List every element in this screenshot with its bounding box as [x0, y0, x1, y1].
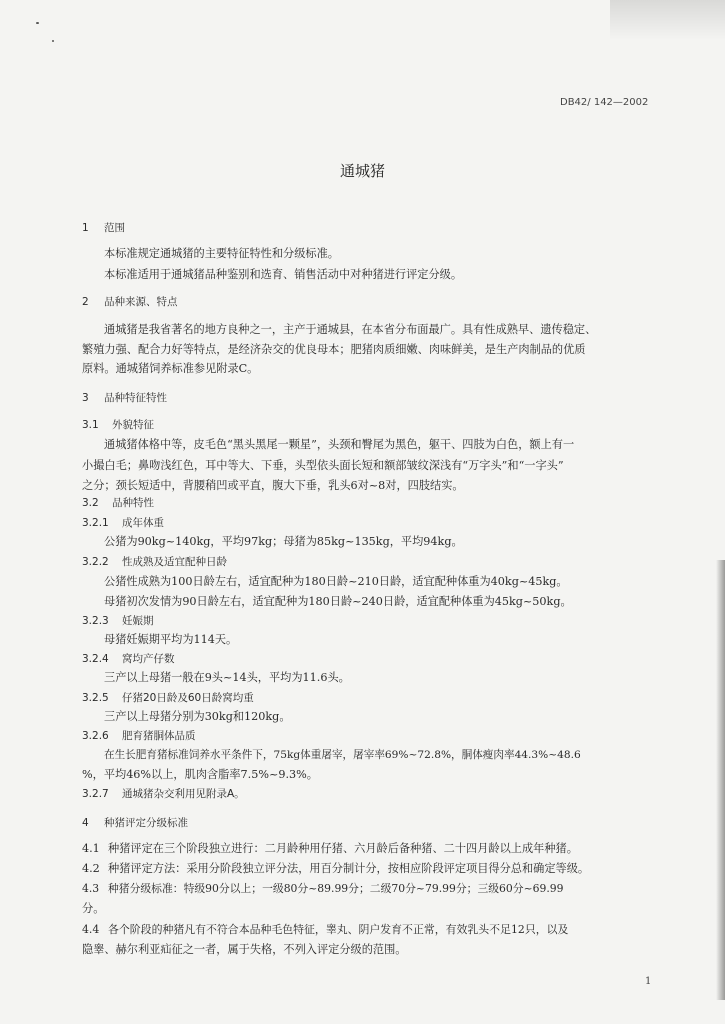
paragraph-line: 母猪初次发情为90日龄左右，适宜配种为180日龄~240日龄，适宜配种体重为45kg~50kg。 — [104, 595, 572, 608]
clause-4-2: 4.2 种猪评定方法：采用分阶段独立评分法，用百分制计分，按相应阶段评定项目得分总和确定等级。 — [82, 862, 590, 875]
subsection-3-2-1-heading: 3.2.1 成年体重 — [82, 517, 164, 529]
clause-4-1: 4.1 种猪评定在三个阶段独立进行：二月龄种用仔猪、六月龄后备种猪、二十四月龄以上成年种猪。 — [82, 842, 578, 855]
paragraph-line: 母猪妊娠期平均为114天。 — [104, 633, 238, 646]
subsection-3-2-heading: 3.2 品种特性 — [82, 497, 154, 509]
paragraph-line: 小撮白毛；鼻吻浅红色，耳中等大、下垂，头型依头面长短和额部皱纹深浅有“万字头”和“一字头” — [82, 459, 564, 472]
section-4-heading: 4 种猪评定分级标准 — [82, 817, 188, 829]
section-1-heading: 1 范围 — [82, 222, 125, 234]
clause-4-4: 4.4 各个阶段的种猪凡有不符合本品种毛色特征，睾丸、阴户发育不正常，有效乳头不足12只，以及 — [82, 923, 569, 936]
section-2-heading: 2 品种来源、特点 — [82, 296, 178, 308]
scan-speck — [36, 22, 39, 24]
paragraph-line: 通城猪是我省著名的地方良种之一，主产于通城县，在本省分布面最广。具有性成熟早、遗传稳定、 — [104, 323, 597, 336]
paragraph-line: 三产以上母猪分别为30kg和120kg。 — [104, 710, 291, 723]
subsection-3-2-6-heading: 3.2.6 肥育猪胴体品质 — [82, 730, 196, 742]
section-3-heading: 3 品种特征特性 — [82, 392, 167, 404]
paragraph-line: 公猪为90kg~140kg，平均97kg；母猪为85kg~135kg，平均94kg。 — [104, 535, 463, 548]
paragraph-line: 在生长肥育猪标准饲养水平条件下，75kg体重屠宰，屠宰率69%~72.8%，胴体瘦肉率44.3%~48.6 — [104, 749, 581, 761]
scan-shadow-right — [716, 560, 725, 1000]
paragraph-line: 隐睾、赫尔利亚疝征之一者，属于失格，不列入评定分级的范围。 — [82, 943, 407, 956]
paragraph-line: 分。 — [82, 902, 105, 915]
paragraph-line: 三产以上母猪一般在9头~14头，平均为11.6头。 — [104, 671, 350, 684]
clause-4-3: 4.3 种猪分级标准：特级90分以上；一级80分~89.99分；二级70分~79.99分；三级60分~69.99 — [82, 882, 564, 895]
document-code: DB42/ 142—2002 — [560, 97, 649, 108]
scan-shadow-top — [610, 0, 725, 40]
subsection-3-2-4-heading: 3.2.4 窝均产仔数 — [82, 653, 175, 665]
paragraph-line: 之分；颈长短适中，背腰稍凹或平直，腹大下垂，乳头6对~8对，四肢结实。 — [82, 479, 464, 492]
subsection-3-2-2-heading: 3.2.2 性成熟及适宜配种日龄 — [82, 556, 227, 568]
subsection-3-2-5-heading: 3.2.5 仔猪20日龄及60日龄窝均重 — [82, 692, 254, 704]
paragraph-line: 繁殖力强、配合力好等特点，是经济杂交的优良母本；肥猪肉质细嫩、肉味鲜美，是生产肉制品的优质 — [82, 343, 586, 356]
paragraph-line: 通城猪体格中等，皮毛色“黑头黑尾一颗星”，头颈和臀尾为黑色，躯干、四肢为白色，额上有一 — [104, 438, 575, 451]
document-title: 通城猪 — [339, 162, 385, 180]
subsection-3-2-3-heading: 3.2.3 妊娠期 — [82, 615, 154, 627]
subsection-3-2-7-heading: 3.2.7 通城猪杂交利用见附录A。 — [82, 788, 245, 800]
scan-speck — [52, 40, 54, 42]
paragraph-line: 原料。通城猪饲养标准参见附录C。 — [82, 362, 259, 375]
paragraph-line: 本标准适用于通城猪品种鉴别和选育、销售活动中对种猪进行评定分级。 — [104, 268, 463, 281]
subsection-3-1-heading: 3.1 外貌特征 — [82, 419, 154, 431]
paragraph-line: 本标准规定通城猪的主要特征特性和分级标准。 — [104, 247, 339, 260]
paragraph-line: %，平均46%以上，肌肉含脂率7.5%~9.3%。 — [82, 768, 318, 781]
page-number: 1 — [645, 976, 652, 987]
paragraph-line: 公猪性成熟为100日龄左右，适宜配种为180日龄~210日龄，适宜配种体重为40kg~45kg。 — [104, 575, 568, 588]
